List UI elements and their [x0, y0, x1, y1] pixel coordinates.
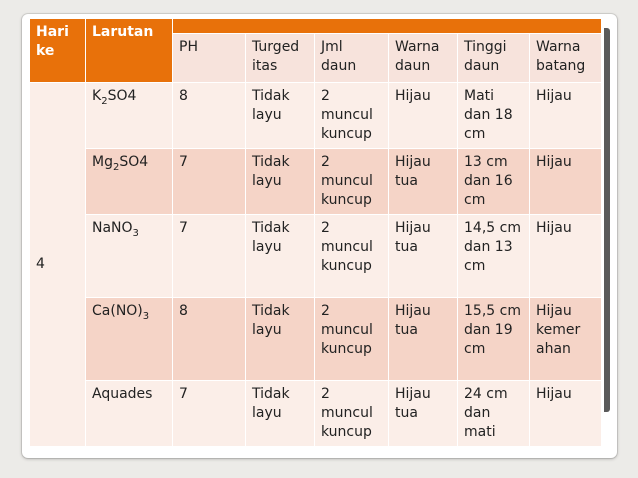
turgiditas-cell: Tidak layu	[246, 149, 315, 215]
table-row	[30, 298, 602, 381]
jml-daun-cell: 2 muncul kuncup	[315, 149, 389, 215]
header-ph: PH	[173, 34, 246, 83]
jml-daun-cell: 2 muncul kuncup	[315, 381, 389, 447]
tinggi-cell: 13 cm dan 16 cm	[458, 149, 530, 215]
turgiditas-cell: Tidak layu	[246, 381, 315, 447]
ph-cell: 7	[173, 215, 246, 298]
solution-cell: $Mg_2SO4$	[86, 149, 173, 215]
warna-daun-cell: Hijau tua	[389, 149, 458, 215]
ph-cell: 7	[173, 381, 246, 447]
solution-cell: $Ca(NO)_3$	[86, 298, 173, 381]
results-table	[29, 18, 602, 447]
header-turgiditas: Turged itas	[246, 34, 315, 83]
tinggi-cell: 14,5 cm dan 13 cm	[458, 215, 530, 298]
solution-cell: $K_2SO4$	[86, 83, 173, 149]
table-row	[30, 83, 602, 149]
warna-daun-cell: Hijau tua	[389, 215, 458, 298]
jml-daun-cell: 2 muncul kuncup	[315, 298, 389, 381]
warna-batang-cell: Hijau	[530, 83, 602, 149]
solution-cell: Aquades	[86, 381, 173, 447]
turgiditas-cell: Tidak layu	[246, 298, 315, 381]
ph-cell: 7	[173, 149, 246, 215]
table-row	[30, 149, 602, 215]
table-row	[30, 381, 602, 447]
header-warna-daun: Warna daun	[389, 34, 458, 83]
warna-batang-cell: Hijau	[530, 381, 602, 447]
header-tinggi-daun: Tinggi daun	[458, 34, 530, 83]
turgiditas-cell: Tidak layu	[246, 215, 315, 298]
solution-cell: NaNO$_3$	[86, 215, 173, 298]
header-jml-daun: Jml daun	[315, 34, 389, 83]
jml-daun-cell: 2 muncul kuncup	[315, 215, 389, 298]
header-hari-ke: Hari ke	[30, 19, 86, 83]
day-cell: 4	[30, 83, 86, 447]
warna-batang-cell: Hijau kemer ahan	[530, 298, 602, 381]
table-row	[30, 215, 602, 298]
ph-cell: 8	[173, 83, 246, 149]
header-larutan: Larutan	[86, 19, 173, 83]
warna-daun-cell: Hijau tua	[389, 298, 458, 381]
header-warna-batang: Warna batang	[530, 34, 602, 83]
warna-batang-cell: Hijau	[530, 149, 602, 215]
jml-daun-cell: 2 muncul kuncup	[315, 83, 389, 149]
warna-daun-cell: Hijau	[389, 83, 458, 149]
card-edge-shadow	[604, 28, 610, 412]
tinggi-cell: 24 cm dan mati	[458, 381, 530, 447]
tinggi-cell: Mati dan 18 cm	[458, 83, 530, 149]
turgiditas-cell: Tidak layu	[246, 83, 315, 149]
ph-cell: 8	[173, 298, 246, 381]
tinggi-cell: 15,5 cm dan 19 cm	[458, 298, 530, 381]
warna-daun-cell: Hijau tua	[389, 381, 458, 447]
header-top-band	[173, 19, 602, 34]
warna-batang-cell: Hijau	[530, 215, 602, 298]
